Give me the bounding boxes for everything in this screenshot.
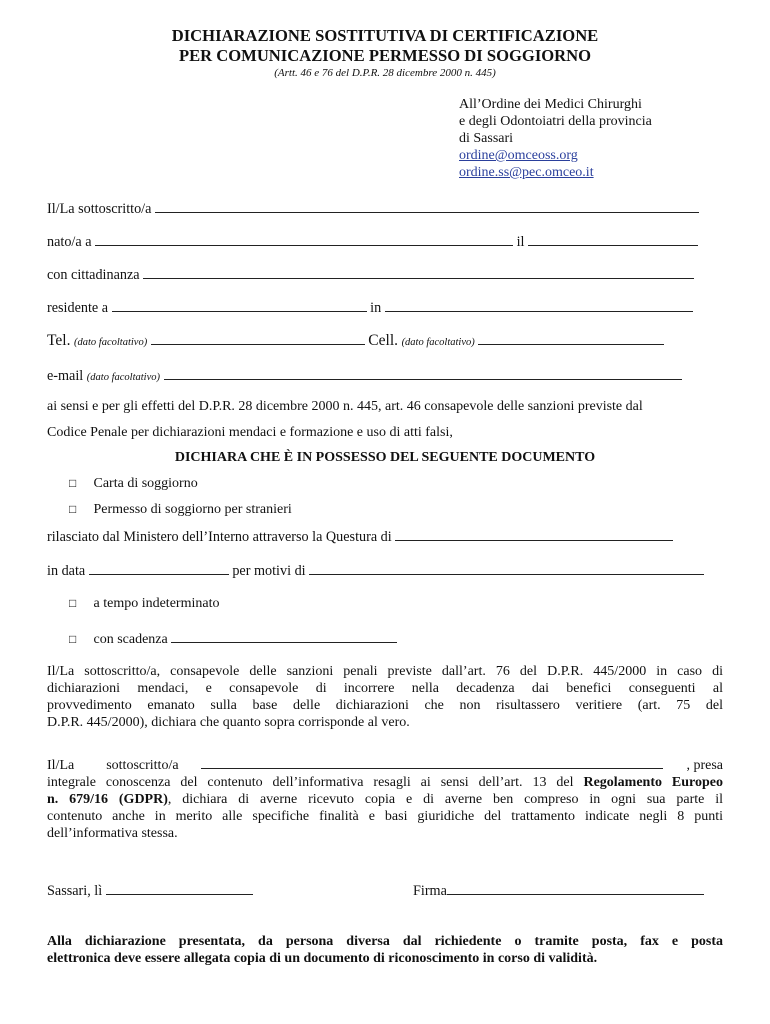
privacy-line-3b: , dichiara di averne ricevuto copia e di averne ben compreso in ogni sua parte il <box>167 792 723 807</box>
checkbox-scadenza[interactable]: □ <box>69 632 77 646</box>
label-sassari: Sassari, lì <box>47 883 103 899</box>
privacy-line-4: contenuto anche in merito alle specifiche finalità e basi giuridiche del trattamento indicate negli 8 punti <box>47 809 723 824</box>
signature-firma <box>413 882 704 900</box>
field-cittadinanza <box>47 266 709 284</box>
footer-note-line-2: elettronica deve essere allegata copia di un documento di riconoscimento in corso di validità. <box>47 951 598 966</box>
input-residenza[interactable] <box>112 299 367 312</box>
option-carta-label: Carta di soggiorno <box>93 476 198 491</box>
input-privacy-nome[interactable] <box>201 756 663 769</box>
footer-note-line-1: Alla dichiarazione presentata, da persona diversa dal richiedente o tramite posta, fax e posta <box>47 934 723 949</box>
intro-line-2: Codice Penale per dichiarazioni mendaci e formazione e uso di atti falsi, <box>47 425 453 440</box>
label-residente: residente a <box>47 300 109 316</box>
label-sottoscritto: Il/La sottoscritto/a <box>47 201 152 217</box>
label-email: e-mail <box>47 368 84 384</box>
title-line-1: DICHIARAZIONE SOSTITUTIVA DI CERTIFICAZIONE <box>171 26 599 45</box>
privacy-line-5: dell’informativa stessa. <box>47 826 178 841</box>
footer-note <box>47 933 723 967</box>
consapevole-line-1: Il/La sottoscritto/a, consapevole delle sanzioni penali previste dall’art. 76 del D.P.R. 445/2000 in caso di <box>47 664 723 679</box>
label-tel: Tel. <box>47 332 71 349</box>
input-data-firma[interactable] <box>106 882 253 895</box>
recipient-block <box>459 96 652 181</box>
declaration-heading: DICHIARA CHE È IN POSSESSO DEL SEGUENTE DOCUMENTO <box>174 450 596 465</box>
privacy-line-2 <box>47 774 723 791</box>
input-luogo-nascita[interactable] <box>95 233 513 246</box>
field-telefono <box>47 332 709 350</box>
input-sottoscritto[interactable] <box>155 200 699 213</box>
input-questura[interactable] <box>395 528 673 541</box>
label-per-motivi: per motivi di <box>232 563 306 579</box>
input-firma[interactable] <box>447 882 704 895</box>
label-cell: Cell. <box>368 332 399 349</box>
field-sottoscritto <box>47 200 709 218</box>
recipient-line-1: All’Ordine dei Medici Chirurghi <box>459 97 642 112</box>
option-carta[interactable] <box>69 476 198 492</box>
label-firma: Firma <box>413 883 447 899</box>
field-questura <box>47 528 723 546</box>
input-cell[interactable] <box>478 332 664 345</box>
label-tel-facoltativo: (dato facoltativo) <box>74 337 148 348</box>
input-indirizzo[interactable] <box>385 299 693 312</box>
recipient-line-2: e degli Odontoiatri della provincia <box>459 114 652 129</box>
privacy-paragraph <box>47 756 723 842</box>
privacy-regolamento: Regolamento Europeo <box>583 775 724 790</box>
field-nato <box>47 233 709 251</box>
subtitle: (Artt. 46 e 76 del D.P.R. 28 dicembre 2000 n. 445) <box>274 67 496 79</box>
option-scadenza[interactable] <box>69 630 397 648</box>
privacy-sott: sottoscritto/a <box>106 758 179 773</box>
checkbox-permesso[interactable]: □ <box>69 502 77 516</box>
email-link-2[interactable]: ordine.ss@pec.omceo.it <box>459 165 594 180</box>
input-data-nascita[interactable] <box>528 233 698 246</box>
option-permesso[interactable] <box>69 502 292 518</box>
privacy-line-3 <box>47 791 723 808</box>
privacy-line-1 <box>47 756 723 774</box>
intro-line-1: ai sensi e per gli effetti del D.P.R. 28 dicembre 2000 n. 445, art. 46 consapevole delle sanzioni previste dal <box>47 399 643 414</box>
consapevole-line-2: dichiarazioni mendaci, e consapevole di incorrere nella decadenza dai benefici conseguenti al <box>47 681 723 696</box>
option-permesso-label: Permesso di soggiorno per stranieri <box>93 502 292 517</box>
privacy-lead: Il/La <box>47 758 75 773</box>
label-rilasciato: rilasciato dal Ministero dell’Interno attraverso la Questura di <box>47 529 392 545</box>
label-in: in <box>370 300 382 316</box>
label-email-facoltativo: (dato facoltativo) <box>86 372 160 383</box>
privacy-gdpr: n. 679/16 (GDPR) <box>47 792 168 807</box>
input-tel[interactable] <box>151 332 365 345</box>
option-indeterminato[interactable] <box>69 596 219 612</box>
input-cittadinanza[interactable] <box>143 266 694 279</box>
label-nato: nato/a a <box>47 234 92 250</box>
title-line-2: PER COMUNICAZIONE PERMESSO DI SOGGIORNO <box>178 46 592 65</box>
consapevole-line-4: D.P.R. 445/2000), dichiara che quanto sopra corrisponde al vero. <box>47 715 410 730</box>
recipient-line-3: di Sassari <box>459 131 514 146</box>
consapevole-paragraph <box>47 663 723 731</box>
input-email[interactable] <box>164 367 682 380</box>
checkbox-carta[interactable]: □ <box>69 476 77 490</box>
privacy-line-2a: integrale conoscenza del contenuto dell’informativa resagli ai sensi dell’art. 13 del <box>47 775 584 790</box>
consapevole-line-3: provvedimento emanato sulla base delle dichiarazioni che non risultassero veritiere (art. 75 del <box>47 698 723 713</box>
label-cittadinanza: con cittadinanza <box>47 267 140 283</box>
input-motivi[interactable] <box>309 562 704 575</box>
privacy-presa: , presa <box>686 758 723 773</box>
label-in-data: in data <box>47 563 86 579</box>
field-email <box>47 367 709 385</box>
field-data-motivi <box>47 562 723 580</box>
signature-place <box>47 882 253 900</box>
checkbox-indeterminato[interactable]: □ <box>69 596 77 610</box>
email-link-1[interactable]: ordine@omceoss.org <box>459 148 578 163</box>
input-data-rilascio[interactable] <box>89 562 229 575</box>
option-scadenza-label: con scadenza <box>93 632 168 647</box>
label-il: il <box>516 234 525 250</box>
input-scadenza[interactable] <box>171 630 397 643</box>
field-residente <box>47 299 709 317</box>
label-cell-facoltativo: (dato facoltativo) <box>401 337 475 348</box>
option-indeterminato-label: a tempo indeterminato <box>93 596 220 611</box>
